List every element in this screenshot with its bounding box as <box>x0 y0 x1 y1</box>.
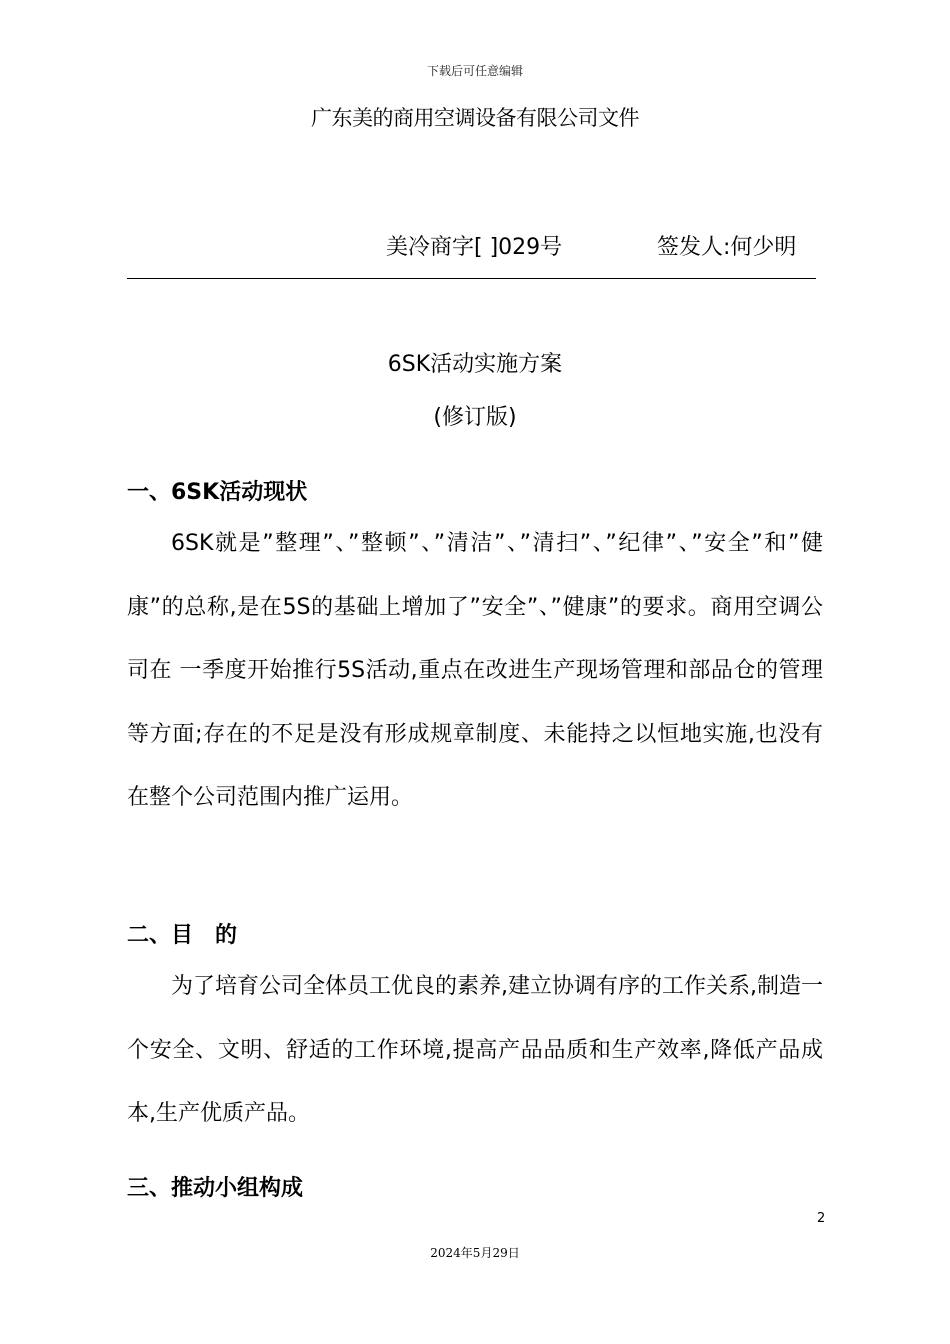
document-title: 6SK活动实施方案 <box>387 352 563 377</box>
header-note: 下载后可任意编辑 <box>426 64 523 78</box>
section-heading-status: 一、6SK活动现状 <box>127 480 308 505</box>
section-body-purpose: 为了培育公司全体员工优良的素养,建立协调有序的工作关系,制造一个安全、文明、舒适的工作环境,提高产品品质和生产效率,降低产品成本,生产优质产品。 <box>127 974 823 1126</box>
document-number: 美冷商字[ ]029号 <box>386 235 563 260</box>
signer: 签发人:何少明 <box>657 235 797 260</box>
page-number: 2 <box>817 1211 826 1226</box>
section-heading-purpose: 二、目 的 <box>127 923 238 948</box>
company-title: 广东美的商用空调设备有限公司文件 <box>311 106 639 130</box>
header-divider <box>127 278 816 279</box>
document-subtitle: (修订版) <box>433 405 517 430</box>
section-heading-team: 三、推动小组构成 <box>127 1176 304 1201</box>
section-body-status: 6SK就是”整理”、”整顿”、”清洁”、”清扫”、”纪律”、”安全”和”健康”的总称,是在5S的基础上增加了”安全”、”健康”的要求。商用空调公司在 一季度开始推行5S活动,重点在改进生产现场管理和部品仓的管理等方面;存在的不足是没有形成规章制度、未能持之以恒地实施,也没有在整个公司范围内推广运用。 <box>127 531 823 810</box>
footer-date: 2024年5月29日 <box>430 1246 520 1260</box>
